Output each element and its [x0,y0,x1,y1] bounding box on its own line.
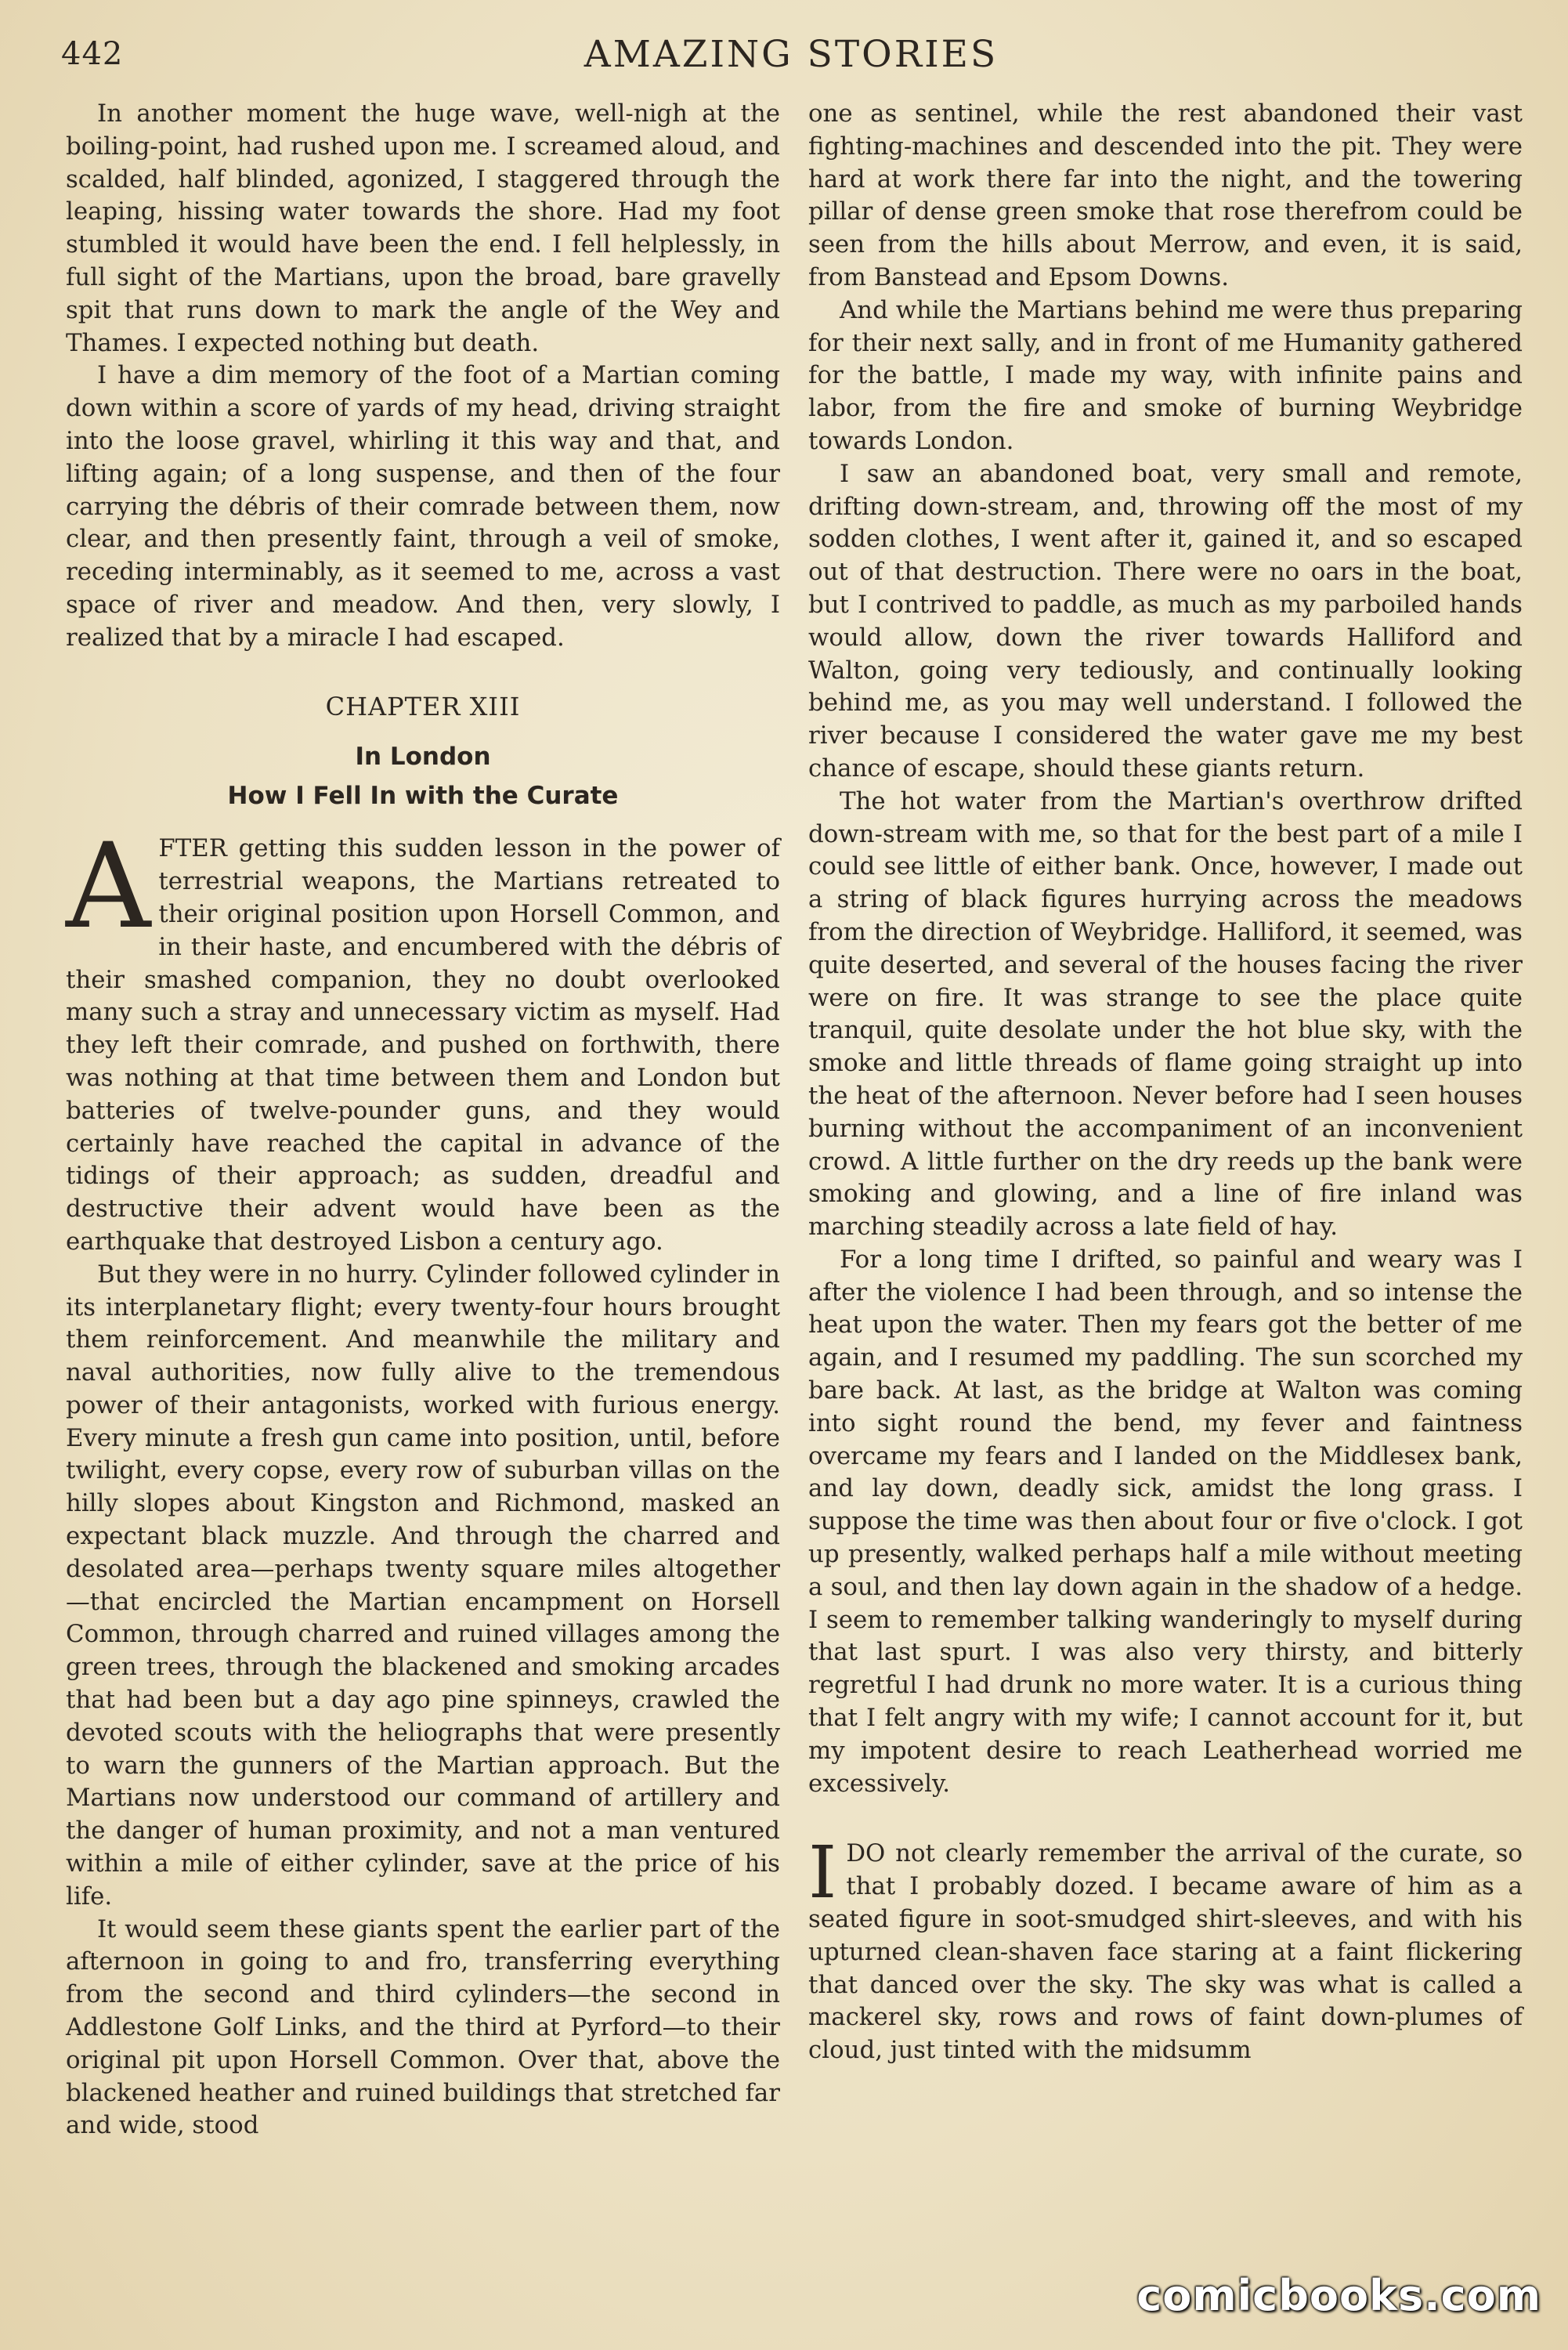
chapter-subtitle: How I Fell In with the Curate [227,782,619,811]
drop-cap: A [66,819,151,956]
paragraph: one as sentinel, while the rest abandoned their vast fighting-machines and descended into the pit. They were hard at work there far into the night, and the towering pillar of dense green smoke that rose therefrom could be seen from the hills about Merrow, and even, it is said, from Banstead and Epsom Downs. [808,99,1523,291]
paragraph: The hot water from the Martian's overthrow drifted down-stream with me, so that for the best part of a mile I could see little of either bank. Once, however, I made out a string of black figures hurrying across the meadows from the direction of Weybridge. Halliford, it seemed, was quite deserted, and several of the houses facing the river were on fire. It was strange to see the place quite tranquil, quite desolate under the hot blue sky, with the smoke and little threads of flame going straight up into the heat of the afternoon. Never before had I seen houses burning without the accompaniment of an inconvenient crowd. A little further on the dry reeds up the bank were smoking and glowing, and a line of fire inland was marching steadily across a late field of hay. [808,786,1523,1242]
page-header [61,30,1521,85]
paragraph-text: FTER getting this sudden lesson in the power of terrestrial weapons, the Martians retreated to their original position upon Horsell Common, and in their haste, and encumbered with the débris of their smashed companion, they no doubt overlooked many such a stray and unnecessary victim as myself. Had they left their comrade, and pushed on forthwith, there was nothing at that time between them and London but batteries of twelve-pounder guns, and they would certainly have reached the capital in advance of the tidings of their approach; as sudden, dreadful and destructive their advent would have been as the earthquake that destroyed Lisbon a century ago. [66,834,780,1256]
paragraph-with-drop-cap [808,1831,1523,2067]
paragraph: For a long time I drifted, so painful and weary was I after the violence I had been through, and so intense the heat upon the water. Then my fears got the better of me again, and I resumed my paddling. The sun scorched my bare back. At last, as the bridge at Walton was coming into sight round the bend, my fever and faintness overcame my fears and I landed on the Middlesex bank, and lay down, deadly sick, amidst the long grass. I suppose the time was then about four or five o'clock. I got up presently, walked perhaps half a mile without meeting a soul, and then lay down again in the shadow of a hedge. I seem to remember talking wanderingly to myself during that last spurt. I was also very thirsty, and bitterly regretful I had drunk no more water. It is a curious thing that I felt angry with my wife; I cannot account for it, but my impotent desire to reach Leatherhead worried me excessively. [808,1245,1523,1798]
paragraph-with-drop-cap [66,819,780,1258]
section-break [808,1800,1523,1838]
paragraph: But they were in no hurry. Cylinder followed cylinder in its interplanetary flight; every twenty-four hours brought them reinforcement. And meanwhile the military and naval authorities, now fully alive to the tremendous power of their antagonists, worked with furious energy. Every minute a fresh gun came into position, until, before twilight, every copse, every row of suburban villas on the hilly slopes about Kingston and Richmond, masked an expectant black muzzle. And through the charred and desolated area—perhaps twenty square miles altogether—that encircled the Martian encampment on Horsell Common, through charred and ruined villages among the green trees, through the blackened and smoking arcades that had been but a day ago pine spinneys, crawled the devoted scouts with the heliographs that were presently to warn the gunners of the Martian approach. But the Martians now understood our command of artillery and the danger of human proximity, and not a man ventured within a mile of either cylinder, save at the price of his life. [66,1260,780,1911]
drop-cap: I [808,1831,837,1915]
paragraph: I have a dim memory of the foot of a Martian coming down within a score of yards of my head, driving straight into the loose gravel, whirling it this way and that, and lifting again; of a long suspense, and then of the four carrying the débris of their comrade between them, now clear, and then presently faint, through a veil of smoke, receding interminably, as it seemed to me, across a vast space of river and meadow. And then, very slowly, I realized that by a miracle I had escaped. [66,361,780,652]
paragraph: And while the Martians behind me were thus preparing for their next sally, and in front of me Humanity gathered for the battle, I made my way, with infinite pains and labor, from the fire and smoke of burning Weybridge towards London. [808,295,1523,455]
left-column [66,98,780,2142]
paragraph: It would seem these giants spent the earlier part of the afternoon in going to and fro, transferring everything from the second and third cylinders—the second in Addlestone Golf Links, and the third at Pyrford—to their original pit upon Horsell Common. Over that, above the blackened heather and ruined buildings that stretched far and wide, stood [66,1914,780,2140]
running-title: AMAZING STORIES [583,33,999,76]
chapter-heading [66,691,780,816]
paragraph: In another moment the huge wave, well-nigh at the boiling-point, had rushed upon me. I screamed aloud, and scalded, half blinded, agonized, I staggered through the leaping, hissing water towards the shore. Had my foot stumbled it would have been the end. I fell helplessly, in full sight of the Martians, upon the broad, bare gravelly spit that runs down to mark the angle of the Wey and Thames. I expected nothing but death. [66,99,780,357]
paragraph: I saw an abandoned boat, very small and remote, drifting down-stream, and, throwing off the most of my sodden clothes, I went after it, gained it, and so escaped out of that destruction. There were no oars in the boat, but I contrived to paddle, as much as my parboiled hands would allow, down the river towards Halliford and Walton, going very tediously, and continually looking behind me, as you may well understand. I followed the river because I considered the water gave me my best chance of escape, should these giants return. [808,459,1523,783]
right-column [808,98,1523,2067]
chapter-number: CHAPTER XIII [325,691,521,721]
watermark-logo: comicbooks.com [1136,2271,1541,2320]
chapter-title: In London [355,743,491,772]
paragraph-text: DO not clearly remember the arrival of the curate, so that I probably dozed. I became aware of him as a seated figure in soot-smudged shirt-sleeves, and with his upturned clean-shaven face staring at a faint flickering that danced over the sky. The sky was what is called a mackerel sky, rows and rows of faint down-plumes of cloud, just tinted with the midsumm [808,1839,1523,2065]
page-number: 442 [61,36,124,72]
